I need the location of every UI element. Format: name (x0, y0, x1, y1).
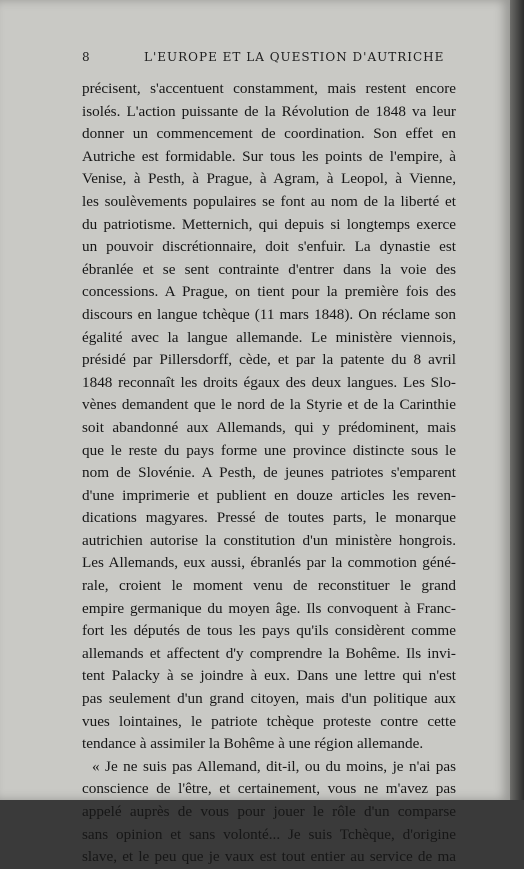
text-line: les soulèvements populaires se font au nom de la liberté et (82, 192, 456, 210)
text-line: que le reste du pays forme une province distincte sous le (82, 441, 456, 459)
text-line: autrichien autorise la constitution d'un ministère hongrois. (82, 531, 456, 549)
text-line: isolés. L'action puissante de la Révolution de 1848 va leur (82, 102, 456, 120)
text-line: tent Palacky à se joindre à eux. Dans une lettre qui n'est (82, 667, 456, 685)
text-line: Les Allemands, eux aussi, ébranlés par la commotion géné- (82, 554, 456, 572)
text-line: rale, croient le moment venu de reconstituer le grand (82, 577, 456, 595)
text-line: vues lointaines, le patriote tchèque proteste contre cette (82, 712, 456, 730)
text-line: 1848 reconnaît les droits égaux des deux langues. Les Slo- (82, 373, 456, 391)
text-line: d'une imprimerie et publient en douze articles les reven- (82, 486, 456, 504)
text-line: pas seulement d'un grand citoyen, mais d'un politique aux (82, 690, 456, 708)
text-line: vènes demandent que le nord de la Styrie et de la Carinthie (82, 396, 456, 414)
text-line: tendance à assimiler la Bohême à une région allemande. (82, 735, 424, 753)
text-line: appelé auprès de vous pour jouer le rôle d'un comparse (82, 803, 456, 820)
text-line: présidé par Pillersdorff, cède, et par la patente du 8 avril (82, 351, 456, 369)
page-number: 8 (82, 50, 91, 64)
text-line: ébranlée et se sent contrainte d'entrer dans la voie des (82, 260, 456, 278)
text-line: nom de Slovénie. A Pesth, de jeunes patriotes s'emparent (82, 464, 456, 482)
text-line: fort les députés de tous les pays qu'ils considèrent comme (82, 622, 456, 640)
text-line: un pouvoir discrétionnaire, doit s'enfuir. La dynastie est (82, 238, 456, 256)
body-text (82, 78, 456, 869)
text-line: précisent, s'accentuent constamment, mais restent encore (82, 80, 456, 97)
text-line: égalité avec la langue allemande. Le ministère viennois, (82, 328, 456, 346)
text-line: empire germanique du moyen âge. Ils convoquent à Franc- (82, 599, 456, 617)
running-title: L'EUROPE ET LA QUESTION D'AUTRICHE (144, 50, 445, 64)
text-line: dications magyares. Pressé de toutes parts, le monarque (82, 509, 456, 527)
page-edge-shadow (510, 0, 524, 800)
text-line: discours en langue tchèque (11 mars 1848). On réclame son (82, 305, 456, 323)
text-line: « Je ne suis pas Allemand, dit-il, ou du moins, je n'ai pas (92, 757, 456, 775)
text-line: du patriotisme. Metternich, qui depuis si longtemps exerce (82, 215, 456, 233)
text-line: concessions. A Prague, on tient pour la première fois des (82, 283, 456, 301)
text-line: allemands et affectent d'y comprendre la Bohême. Ils invi- (82, 644, 456, 662)
text-line: slave, et le peu que je vaux est tout entier au service de ma (82, 848, 456, 866)
text-line: conscience de l'être, et certainement, vous ne m'avez pas (82, 780, 456, 798)
text-line: Autriche est formidable. Sur tous les points de l'empire, à (82, 147, 456, 165)
text-line: sans opinion et sans volonté... Je suis Tchèque, d'origine (82, 825, 456, 843)
text-line: Venise, à Pesth, à Prague, à Agram, à Leopol, à Vienne, (82, 170, 456, 188)
text-line: donner un commencement de coordination. Son effet en (82, 125, 456, 143)
text-line: soit abandonné aux Allemands, qui y prédominent, mais (82, 418, 456, 436)
